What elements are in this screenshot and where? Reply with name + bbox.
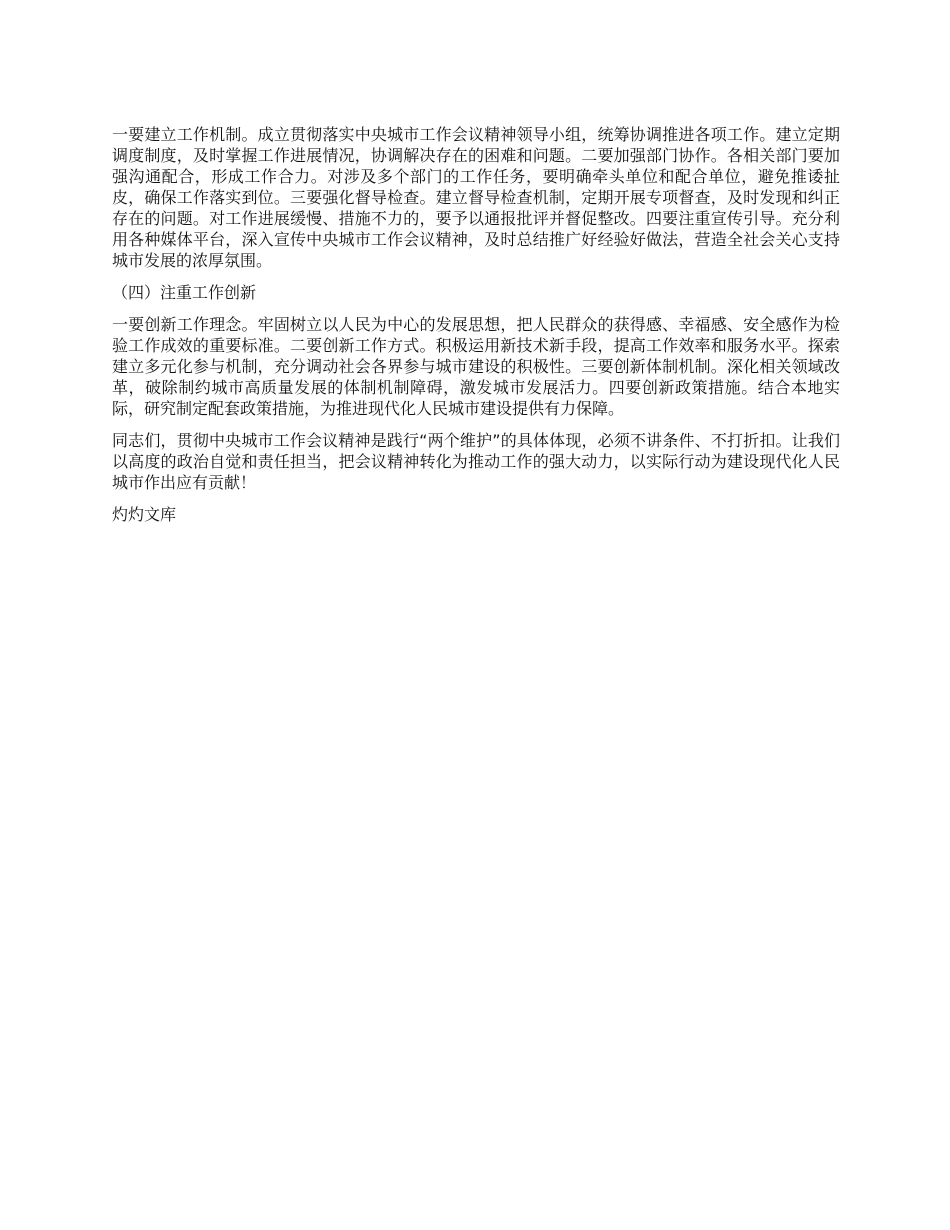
- brand-label: 灼灼文库: [112, 505, 177, 524]
- section-heading: （四）注重工作创新: [112, 283, 257, 302]
- work-mechanism-paragraph: 一要建立工作机制。成立贯彻落实中央城市工作会议精神领导小组，统筹协调推进各项工作。建立定期调度制度，及时掌握工作进展情况，协调解决存在的困难和问题。二要加强部门协作。各相关部门要加强沟通配合，形成工作合力。对涉及多个部门的工作任务，要明确牵头单位和配合单位，避免推诿扯皮，确保工作落实到位。三要强化督导检查。建立督导检查机制，定期开展专项督查，及时发现和纠正存在的问题。对工作进展缓慢、措施不力的，要予以通报批评并督促整改。四要注重宣传引导。充分利用各种媒体平台，深入宣传中央城市工作会议精神，及时总结推广好经验好做法，营造全社会关心支持城市发展的浓厚氛围。: [112, 125, 840, 270]
- closing-paragraph: 同志们，贯彻中央城市工作会议精神是践行“两个维护”的具体体现，必须不讲条件、不打折扣。让我们以高度的政治自觉和责任担当，把会议精神转化为推动工作的强大动力，以实际行动为建设现代化人民城市作出应有贡献！: [112, 431, 840, 492]
- innovation-paragraph: 一要创新工作理念。牢固树立以人民为中心的发展思想，把人民群众的获得感、幸福感、安全感作为检验工作成效的重要标准。二要创新工作方式。积极运用新技术新手段，提高工作效率和服务水平。探索建立多元化参与机制，充分调动社会各界参与城市建设的积极性。三要创新体制机制。深化相关领域改革，破除制约城市高质量发展的体制机制障碍，激发城市发展活力。四要创新政策措施。结合本地实际，研究制定配套政策措施，为推进现代化人民城市建设提供有力保障。: [112, 315, 840, 418]
- document-body: [112, 124, 840, 525]
